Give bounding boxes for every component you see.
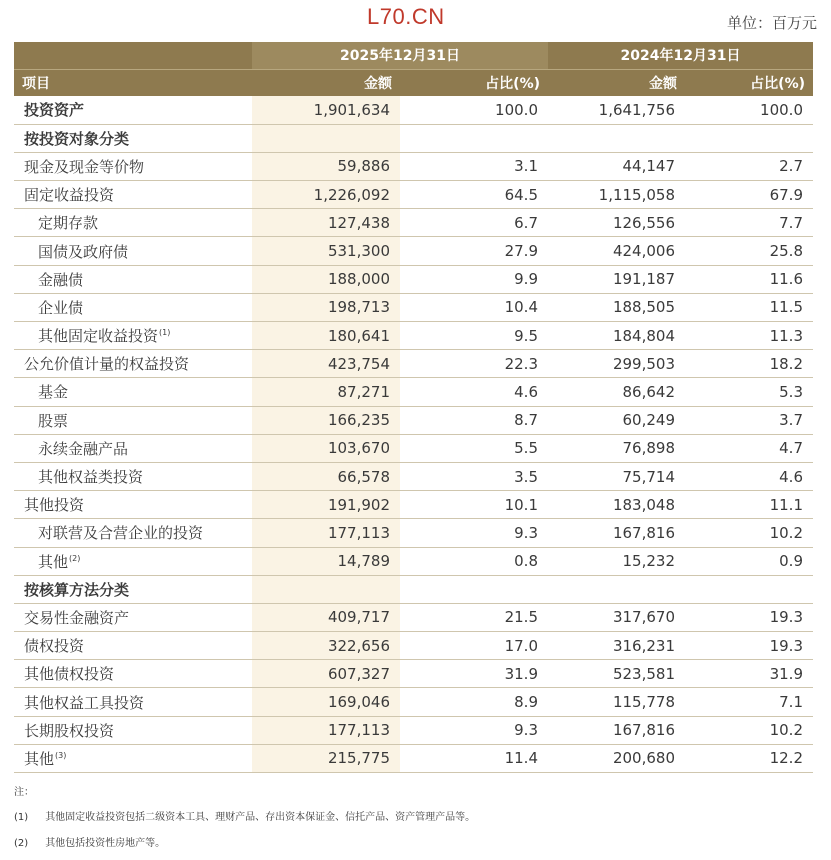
row-label [14,293,252,321]
header-ratio-2024: 占比(%) [685,69,813,96]
table-row [14,519,813,547]
cell-ratio-2024 [685,575,813,603]
row-label [14,322,252,350]
investment-assets-table-container [14,42,813,773]
cell-amount-2024: 183,048 [548,491,685,519]
row-label-text: 其他权益工具投资 [24,693,145,712]
row-label [14,434,252,462]
cell-amount-2024: 299,503 [548,350,685,378]
cell-amount-2024: 184,804 [548,322,685,350]
table-row [14,462,813,490]
cell-amount-2025 [252,575,400,603]
cell-amount-2024: 126,556 [548,209,685,237]
cell-amount-2024: 44,147 [548,152,685,180]
cell-amount-2025: 409,717 [252,603,400,631]
row-label-text: 金融债 [38,270,84,289]
cell-ratio-2025: 3.1 [400,152,548,180]
row-label [14,152,252,180]
row-label-text: 企业债 [38,298,84,317]
table-row [14,744,813,772]
cell-ratio-2025: 9.9 [400,265,548,293]
table-row [14,688,813,716]
cell-ratio-2025: 8.9 [400,688,548,716]
cell-amount-2024: 523,581 [548,660,685,688]
row-label-text: 固定收益投资 [24,186,115,205]
footnote-marker: (2) [69,553,81,563]
header-item: 项目 [14,69,252,96]
row-label-text: 定期存款 [38,214,99,233]
cell-ratio-2024: 7.7 [685,209,813,237]
cell-ratio-2025 [400,575,548,603]
row-label [14,462,252,490]
table-row [14,603,813,631]
footnote-text: 其他固定收益投资包括二级资本工具、理财产品、存出资本保证金、信托产品、资产管理产品等。 [45,812,476,823]
cell-ratio-2025: 4.6 [400,378,548,406]
row-label-text: 其他投资 [24,496,85,515]
cell-amount-2024: 115,778 [548,688,685,716]
row-label [14,265,252,293]
cell-ratio-2025: 11.4 [400,744,548,772]
row-label [14,378,252,406]
row-label [14,632,252,660]
header-year-2025: 2025年12月31日 [252,42,548,69]
footnote-key: (1) [14,812,29,823]
row-label [14,181,252,209]
cell-ratio-2024: 0.9 [685,547,813,575]
cell-amount-2025: 188,000 [252,265,400,293]
cell-ratio-2025: 9.3 [400,716,548,744]
cell-ratio-2025: 6.7 [400,209,548,237]
cell-amount-2024: 76,898 [548,434,685,462]
cell-ratio-2025: 3.5 [400,462,548,490]
row-label-text: 基金 [38,383,69,402]
table-row [14,181,813,209]
cell-amount-2025: 607,327 [252,660,400,688]
cell-ratio-2025: 100.0 [400,96,548,124]
cell-ratio-2024: 19.3 [685,632,813,660]
cell-amount-2025: 66,578 [252,462,400,490]
table-row [14,350,813,378]
cell-ratio-2025: 9.5 [400,322,548,350]
row-label-text: 永续金融产品 [38,439,129,458]
cell-amount-2024: 191,187 [548,265,685,293]
row-label-text: 对联营及合营企业的投资 [38,524,204,543]
table-row [14,575,813,603]
watermark-text: L70.CN [367,4,445,29]
footnote-text: 其他包括投资性房地产等。 [45,838,166,849]
cell-ratio-2025: 10.4 [400,293,548,321]
cell-ratio-2024: 4.7 [685,434,813,462]
cell-amount-2025: 531,300 [252,237,400,265]
cell-amount-2025: 103,670 [252,434,400,462]
row-label-text: 股票 [38,411,69,430]
row-label [14,603,252,631]
cell-ratio-2025: 64.5 [400,181,548,209]
table-row [14,716,813,744]
row-label-text: 债权投资 [24,637,85,656]
cell-ratio-2025: 5.5 [400,434,548,462]
cell-ratio-2024: 10.2 [685,519,813,547]
row-label-text: 现金及现金等价物 [24,157,145,176]
cell-amount-2024 [548,124,685,152]
cell-ratio-2024: 67.9 [685,181,813,209]
cell-ratio-2024: 11.6 [685,265,813,293]
cell-amount-2025: 177,113 [252,716,400,744]
table-row [14,322,813,350]
row-label [14,744,252,772]
table-row [14,491,813,519]
table-row [14,406,813,434]
header-amount-2024: 金额 [548,69,685,96]
cell-ratio-2024 [685,124,813,152]
table-row [14,152,813,180]
footnotes [14,783,475,860]
cell-ratio-2024: 4.6 [685,462,813,490]
cell-ratio-2025: 9.3 [400,519,548,547]
table-row [14,96,813,124]
investment-assets-table [14,42,813,773]
cell-amount-2025: 198,713 [252,293,400,321]
table-row [14,660,813,688]
cell-amount-2024: 424,006 [548,237,685,265]
cell-amount-2024: 167,816 [548,519,685,547]
table-row [14,265,813,293]
cell-amount-2024 [548,575,685,603]
cell-amount-2025: 215,775 [252,744,400,772]
cell-ratio-2024: 11.3 [685,322,813,350]
table-row [14,434,813,462]
cell-ratio-2024: 3.7 [685,406,813,434]
table-row [14,209,813,237]
cell-ratio-2025: 31.9 [400,660,548,688]
footnote-marker: (3) [55,750,67,760]
row-label-text: 公允价值计量的权益投资 [24,355,190,374]
row-label-text: 按投资对象分类 [24,129,130,148]
cell-ratio-2024: 25.8 [685,237,813,265]
cell-ratio-2025 [400,124,548,152]
cell-ratio-2024: 2.7 [685,152,813,180]
cell-amount-2025: 14,789 [252,547,400,575]
cell-amount-2024: 75,714 [548,462,685,490]
cell-ratio-2025: 27.9 [400,237,548,265]
row-label-text: 投资资产 [24,101,85,120]
cell-ratio-2024: 10.2 [685,716,813,744]
cell-ratio-2025: 0.8 [400,547,548,575]
cell-ratio-2025: 8.7 [400,406,548,434]
cell-amount-2024: 200,680 [548,744,685,772]
cell-amount-2024: 86,642 [548,378,685,406]
footnote-marker: (1) [159,328,171,338]
cell-amount-2025: 169,046 [252,688,400,716]
header-year-2024: 2024年12月31日 [548,42,813,69]
cell-amount-2025 [252,124,400,152]
row-label [14,350,252,378]
cell-amount-2025: 166,235 [252,406,400,434]
row-label-text: 交易性金融资产 [24,608,130,627]
row-label-text: 按核算方法分类 [24,580,130,599]
row-label [14,575,252,603]
row-label-text: 其他债权投资 [24,665,115,684]
cell-amount-2025: 1,226,092 [252,181,400,209]
table-body [14,96,813,773]
cell-ratio-2024: 11.1 [685,491,813,519]
cell-amount-2025: 423,754 [252,350,400,378]
cell-ratio-2025: 10.1 [400,491,548,519]
row-label-text: 长期股权投资 [24,721,115,740]
cell-amount-2025: 87,271 [252,378,400,406]
table-row [14,547,813,575]
footnote-key: (2) [14,838,29,849]
cell-ratio-2024: 12.2 [685,744,813,772]
row-label [14,716,252,744]
table-row [14,378,813,406]
cell-amount-2024: 317,670 [548,603,685,631]
cell-ratio-2024: 100.0 [685,96,813,124]
cell-amount-2024: 15,232 [548,547,685,575]
row-label-text: 其他 [38,552,69,571]
row-label [14,96,252,124]
header-amount-2025: 金额 [252,69,400,96]
cell-ratio-2024: 7.1 [685,688,813,716]
row-label-text: 其他固定收益投资 [38,327,159,346]
cell-amount-2025: 177,113 [252,519,400,547]
footnote-2 [14,834,475,849]
row-label-text: 国债及政府债 [38,242,129,261]
cell-ratio-2024: 5.3 [685,378,813,406]
cell-amount-2025: 322,656 [252,632,400,660]
row-label [14,547,252,575]
row-label-text: 其他 [24,749,55,768]
row-label [14,688,252,716]
row-label-text: 其他权益类投资 [38,468,144,487]
cell-ratio-2025: 17.0 [400,632,548,660]
cell-amount-2024: 60,249 [548,406,685,434]
row-label [14,209,252,237]
row-label [14,406,252,434]
row-label [14,124,252,152]
cell-ratio-2024: 19.3 [685,603,813,631]
cell-amount-2025: 1,901,634 [252,96,400,124]
cell-ratio-2025: 21.5 [400,603,548,631]
row-label [14,491,252,519]
cell-amount-2025: 127,438 [252,209,400,237]
cell-amount-2024: 167,816 [548,716,685,744]
header-ratio-2025: 占比(%) [400,69,548,96]
header-blank [14,42,252,69]
cell-amount-2024: 316,231 [548,632,685,660]
unit-label: 单位：百万元 [726,14,817,32]
cell-amount-2025: 180,641 [252,322,400,350]
cell-ratio-2024: 11.5 [685,293,813,321]
cell-ratio-2025: 22.3 [400,350,548,378]
cell-amount-2025: 191,902 [252,491,400,519]
notes-title: 注： [14,787,34,798]
cell-ratio-2024: 31.9 [685,660,813,688]
table-row [14,293,813,321]
cell-amount-2024: 1,641,756 [548,96,685,124]
cell-amount-2025: 59,886 [252,152,400,180]
row-label [14,237,252,265]
footnote-1 [14,808,475,823]
cell-ratio-2024: 18.2 [685,350,813,378]
row-label [14,660,252,688]
table-row [14,124,813,152]
row-label [14,519,252,547]
table-row [14,237,813,265]
cell-amount-2024: 1,115,058 [548,181,685,209]
table-header [14,42,813,96]
cell-amount-2024: 188,505 [548,293,685,321]
table-row [14,632,813,660]
